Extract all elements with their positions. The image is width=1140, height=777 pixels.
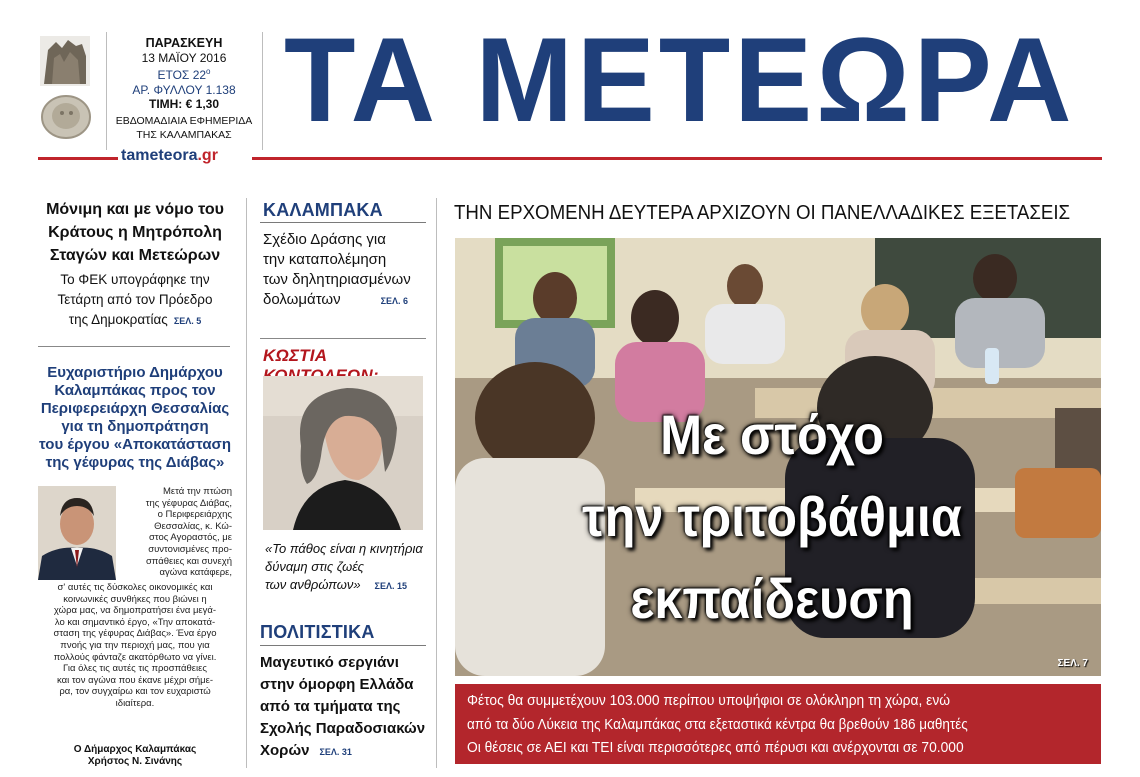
interview-photo xyxy=(263,376,423,530)
story-metropolis-title: Μόνιμη και με νόμο του Κράτους η Μητρόπολη Σταγών και Μετεώρων xyxy=(46,201,224,264)
issue-number: ΑΡ. ΦΥΛΛΟΥ 1.138 xyxy=(132,82,236,97)
story-dance-title: Μαγευτικό σεργιάνι στην όμορφη Ελλάδα από τα τμήματα της Σχολής Παραδοσιακών Χορών ΣΕΛ. 31 xyxy=(260,654,426,759)
main-summary-text: Φέτος θα συμμετέχουν 103.000 περίπου υποψήφιοι σε ολόκληρη τη χώρα, ενώ από τα δύο Λύκεια της Καλαμπάκας στα εξεταστικά κέντρα θα βρεθούν 186 μαθητές Οι θέσεις σε ΑΕΙ και ΤΕΙ είναι περισσότερες από πέρυσι και ανέρχονται σε 70.000 xyxy=(467,692,968,756)
main-summary-box xyxy=(455,684,1101,764)
issue-price: ΤΙΜΗ: € 1,30 xyxy=(148,97,220,111)
meteora-rock-emblem xyxy=(40,36,90,86)
story-poison-title: Σχέδιο Δράσης για την καταπολέμηση των δηλητηριασμένων δολωμάτων ΣΕΛ. 6 xyxy=(263,231,411,308)
story-metropolis-body: Το ΦΕΚ υπογράφηκε την Τετάρτη από τον Πρόεδρο της Δημοκρατίας ΣΕΛ. 5 xyxy=(57,272,213,327)
interview-quote: «Το πάθος είναι η κινητήρια δύναμη στις ζωές των ανθρώπων» ΣΕΛ. 15 xyxy=(265,541,423,592)
story-thanks-title: Ευχαριστήριο Δημάρχου Καλαμπάκας προς τον Περιφερειάρχη Θεσσαλίας για τη δημοπράτηση του έργου «Αποκατάσταση της γέφυρας της Διάβας» xyxy=(39,364,231,471)
issue-day: ΠΑΡΑΣΚΕΥΗ xyxy=(145,36,223,50)
story-thanks-body: σ' αυτές τις δύσκολες οικονομικές και κοινωνικές συνθήκες που βιώνει η χώρα μας, να δημοπρατήσει ένα μεγά- λο και σημαντικό έργο, «Την αποκατά- σταση της γέφυρας Διάβας». Ένα έργο πνοής για την περιοχή μας, που για πολλούς φάνταζε ακατόρθωτο να γίνει. Για όλες τις αυτές τις προσπάθειες και τον αγώνα που έκανε μέχρι σήμε- ρα, τον συγχαίρω και τον ευχαριστώ ιδιαίτερα. xyxy=(53,582,217,709)
middle-column xyxy=(260,198,426,768)
main-kicker: ΤΗΝ ΕΡΧΟΜΕΝΗ ΔΕΥΤΕΡΑ ΑΡΧΙΖΟΥΝ ΟΙ ΠΑΝΕΛΛΑΔΙΚΕΣ ΕΞΕΤΑΣΕΙΣ xyxy=(454,202,1071,224)
issue-year: ΕΤΟΣ $22^o$ xyxy=(157,67,211,82)
section-head-interview: ΚΩΣΤΙΑ xyxy=(263,346,327,365)
story-thanks-body-right: Μετά την πτώση της γέφυρας Διάβας, ο Περιφερειάρχης Θεσσαλίας, κ. Κώ- στος Αγοραστός, με συντονισμένες προ- σπάθειες και συνεχή αγώνα κατάφερε, xyxy=(145,486,232,579)
mayor-signature: Ο Δήμαρχος Καλαμπάκας Χρήστος Ν. Σινάνης xyxy=(73,744,197,767)
issue-info xyxy=(108,36,260,143)
story-metropolis-page: ΣΕΛ. 5 xyxy=(173,316,202,326)
story-poison-page: ΣΕΛ. 6 xyxy=(380,296,409,306)
masthead-rule-left xyxy=(38,157,118,160)
coin-emblem xyxy=(40,94,92,140)
website-link[interactable]: tameteora.gr xyxy=(121,147,218,164)
left-column xyxy=(38,198,232,768)
masthead-rule-right xyxy=(252,157,1102,160)
masthead xyxy=(0,0,1140,170)
interview-page: ΣΕΛ. 15 xyxy=(374,581,407,591)
main-headline: Με στόχο την τριτοβάθμια εκπαίδευση xyxy=(582,403,962,630)
mayor-photo xyxy=(38,486,116,580)
story-dance-page: ΣΕΛ. 31 xyxy=(319,747,352,757)
issue-date: 13 ΜΑΪΟΥ 2016 xyxy=(141,50,227,65)
section-head-culture: ΠΟΛΙΤΙΣΤΙΚΑ xyxy=(260,622,375,642)
section-head-kalampaka: ΚΑΛΑΜΠΑΚΑ xyxy=(263,200,383,220)
photo-page-ref: ΣΕΛ. 7 xyxy=(1057,658,1088,669)
main-story xyxy=(454,198,1102,770)
newspaper-title: ΤΑ ΜΕΤΕΩΡΑ xyxy=(284,13,1076,147)
weekly-line-1: ΕΒΔΟΜΑΔΙΑΙΑ ΕΦΗΜΕΡΙΔΑ xyxy=(115,114,253,127)
weekly-line-2: ΤΗΣ ΚΑΛΑΜΠΑΚΑΣ xyxy=(136,129,232,141)
